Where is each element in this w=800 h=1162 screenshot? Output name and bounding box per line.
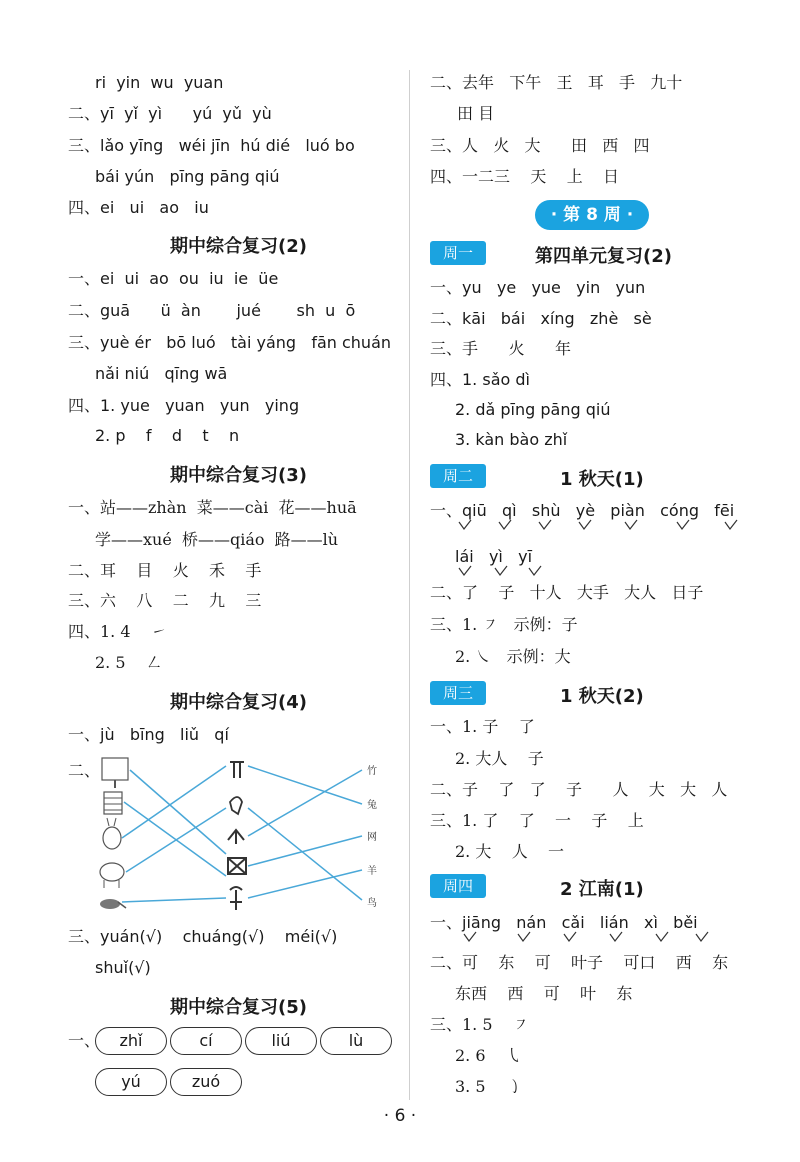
pinyin-oval: cí <box>170 1027 242 1055</box>
answer-line: 2. 5 ㇜ <box>95 653 162 672</box>
answer-line: 四、一二三 天 上 日 <box>430 167 620 186</box>
answer-line: 二、子 了 了 子 人 大 大 人 <box>430 780 728 799</box>
word-bamboo: 竹 <box>367 766 377 777</box>
answer-line: 2. 大 人 一 <box>455 842 565 861</box>
answer-line: 二、yī yǐ yì yú yǔ yù <box>68 104 272 123</box>
answer-line: 一、1. 子 了 <box>430 717 535 736</box>
answer-line: 一、yu ye yue yin yun <box>430 278 646 297</box>
day-tag: 周一 <box>430 241 486 265</box>
answer-line: ri yin wu yuan <box>95 73 224 92</box>
answer-line: shuǐ(√) <box>95 958 151 977</box>
week-badge: · 第 8 周 · <box>535 200 649 230</box>
tone-check-marks <box>455 518 755 534</box>
bird-picture-icon <box>100 899 126 909</box>
word-rabbit: 兔 <box>367 800 377 811</box>
matching-lines <box>122 766 362 902</box>
tone-check-marks <box>460 930 740 946</box>
section-title: 期中综合复习(4) <box>170 692 307 713</box>
pinyin-oval: lù <box>320 1027 392 1055</box>
pictograph-sheep-icon <box>228 830 244 844</box>
answer-line: nǎi niú qīng wā <box>95 364 228 383</box>
answer-line: 2. dǎ pīng pāng qiú <box>455 400 611 419</box>
answer-line: 三、手 火 年 <box>430 339 572 358</box>
answer-line: 三、1. ㇇ 示例：子 <box>430 615 578 634</box>
section-title: 1 秋天(1) <box>560 469 644 490</box>
sheep-picture-icon <box>100 863 124 888</box>
answer-line: 二、耳 目 火 禾 手 <box>68 561 262 580</box>
section-title: 期中综合复习(3) <box>170 465 307 486</box>
answer-line: 2. ㇏ 示例：大 <box>455 647 571 666</box>
net-picture-icon <box>104 792 122 814</box>
answer-line: 二、 <box>68 761 101 780</box>
answer-line: 三、yuán(√) chuáng(√) méi(√) <box>68 927 338 946</box>
answer-line: 田 目 <box>457 104 495 123</box>
answer-line: 二、可 东 可 叶子 可口 西 东 <box>430 953 729 972</box>
pictograph-bird-icon <box>230 797 242 814</box>
answer-line: 一、ei ui ao ou iu ie üe <box>68 269 279 288</box>
pinyin-oval: zhǐ <box>95 1027 167 1055</box>
rabbit-picture-icon <box>103 818 121 849</box>
answer-line: 四、1. 4 ㇀ <box>68 622 167 641</box>
matching-diagram <box>92 752 392 922</box>
word-bird: 鸟 <box>367 898 377 909</box>
answer-line: 一、站——zhàn 菜——cài 花——huā <box>68 498 357 517</box>
pinyin-oval: liú <box>245 1027 317 1055</box>
answer-line: 2. 大人 子 <box>455 749 544 768</box>
pinyin-oval: zuó <box>170 1068 242 1096</box>
pictograph-bamboo-icon <box>230 762 244 778</box>
answer-line: 二、guā ü àn jué sh u ō <box>68 301 356 320</box>
column-divider <box>409 70 410 1100</box>
answer-line: 一、jù bīng liǔ qí <box>68 725 229 744</box>
section-title: 期中综合复习(5) <box>170 997 307 1018</box>
word-net: 网 <box>367 832 377 843</box>
word-sheep: 羊 <box>367 866 377 877</box>
answer-line: 学——xué 桥——qiáo 路——lù <box>95 530 339 549</box>
page-number: · 6 · <box>383 1106 417 1126</box>
answer-line: 二、了 子 十人 大手 大人 日子 <box>430 583 704 602</box>
answer-line: 2. p f d t n <box>95 426 240 445</box>
pictograph-net-icon <box>228 858 246 874</box>
answer-line: 四、1. sǎo dì <box>430 370 530 389</box>
answer-line: bái yún pīng pāng qiú <box>95 167 280 186</box>
answer-line: 四、1. yue yuan yun ying <box>68 396 300 415</box>
answer-line: 三、1. 5 ㇇ <box>430 1015 529 1034</box>
answer-line: 一、qiū qì shù yè piàn cóng fēi <box>430 501 735 520</box>
answer-line: 三、yuè ér bō luó tài yáng fān chuán <box>68 333 392 352</box>
pictograph-rabbit-icon <box>230 887 242 910</box>
section-title: 第四单元复习(2) <box>535 246 672 267</box>
day-tag: 周四 <box>430 874 486 898</box>
section-title: 期中综合复习(2) <box>170 236 307 257</box>
answer-line: 3. kàn bào zhǐ <box>455 430 568 449</box>
answer-line: 四、ei ui ao iu <box>68 198 209 217</box>
answer-line: 二、kāi bái xíng zhè sè <box>430 309 652 328</box>
day-tag: 周三 <box>430 681 486 705</box>
tone-check-marks <box>455 564 575 580</box>
answer-line: 一、jiāng nán cǎi lián xì běi <box>430 913 698 932</box>
answer-line: 三、六 八 二 九 三 <box>68 591 262 610</box>
section-title: 2 江南(1) <box>560 879 644 900</box>
pinyin-oval: yú <box>95 1068 167 1096</box>
answer-line: lái yì yī <box>455 547 533 566</box>
answer-line: 3. 5 ㇁ <box>455 1077 522 1096</box>
day-tag: 周二 <box>430 464 486 488</box>
answer-line: 2. 6 ㇂ <box>455 1046 522 1065</box>
section-title: 1 秋天(2) <box>560 686 644 707</box>
answer-line: 三、人 火 大 田 西 四 <box>430 136 650 155</box>
answer-line-prefix: 一、 <box>68 1031 101 1050</box>
answer-line: 东西 西 可 叶 东 <box>455 984 633 1003</box>
answer-line: 二、去年 下午 王 耳 手 九十 <box>430 73 683 92</box>
answer-line: 三、lǎo yīng wéi jīn hú dié luó bo <box>68 136 355 155</box>
answer-line: 三、1. 了 了 一 子 上 <box>430 811 644 830</box>
tree-picture-icon <box>102 758 128 788</box>
